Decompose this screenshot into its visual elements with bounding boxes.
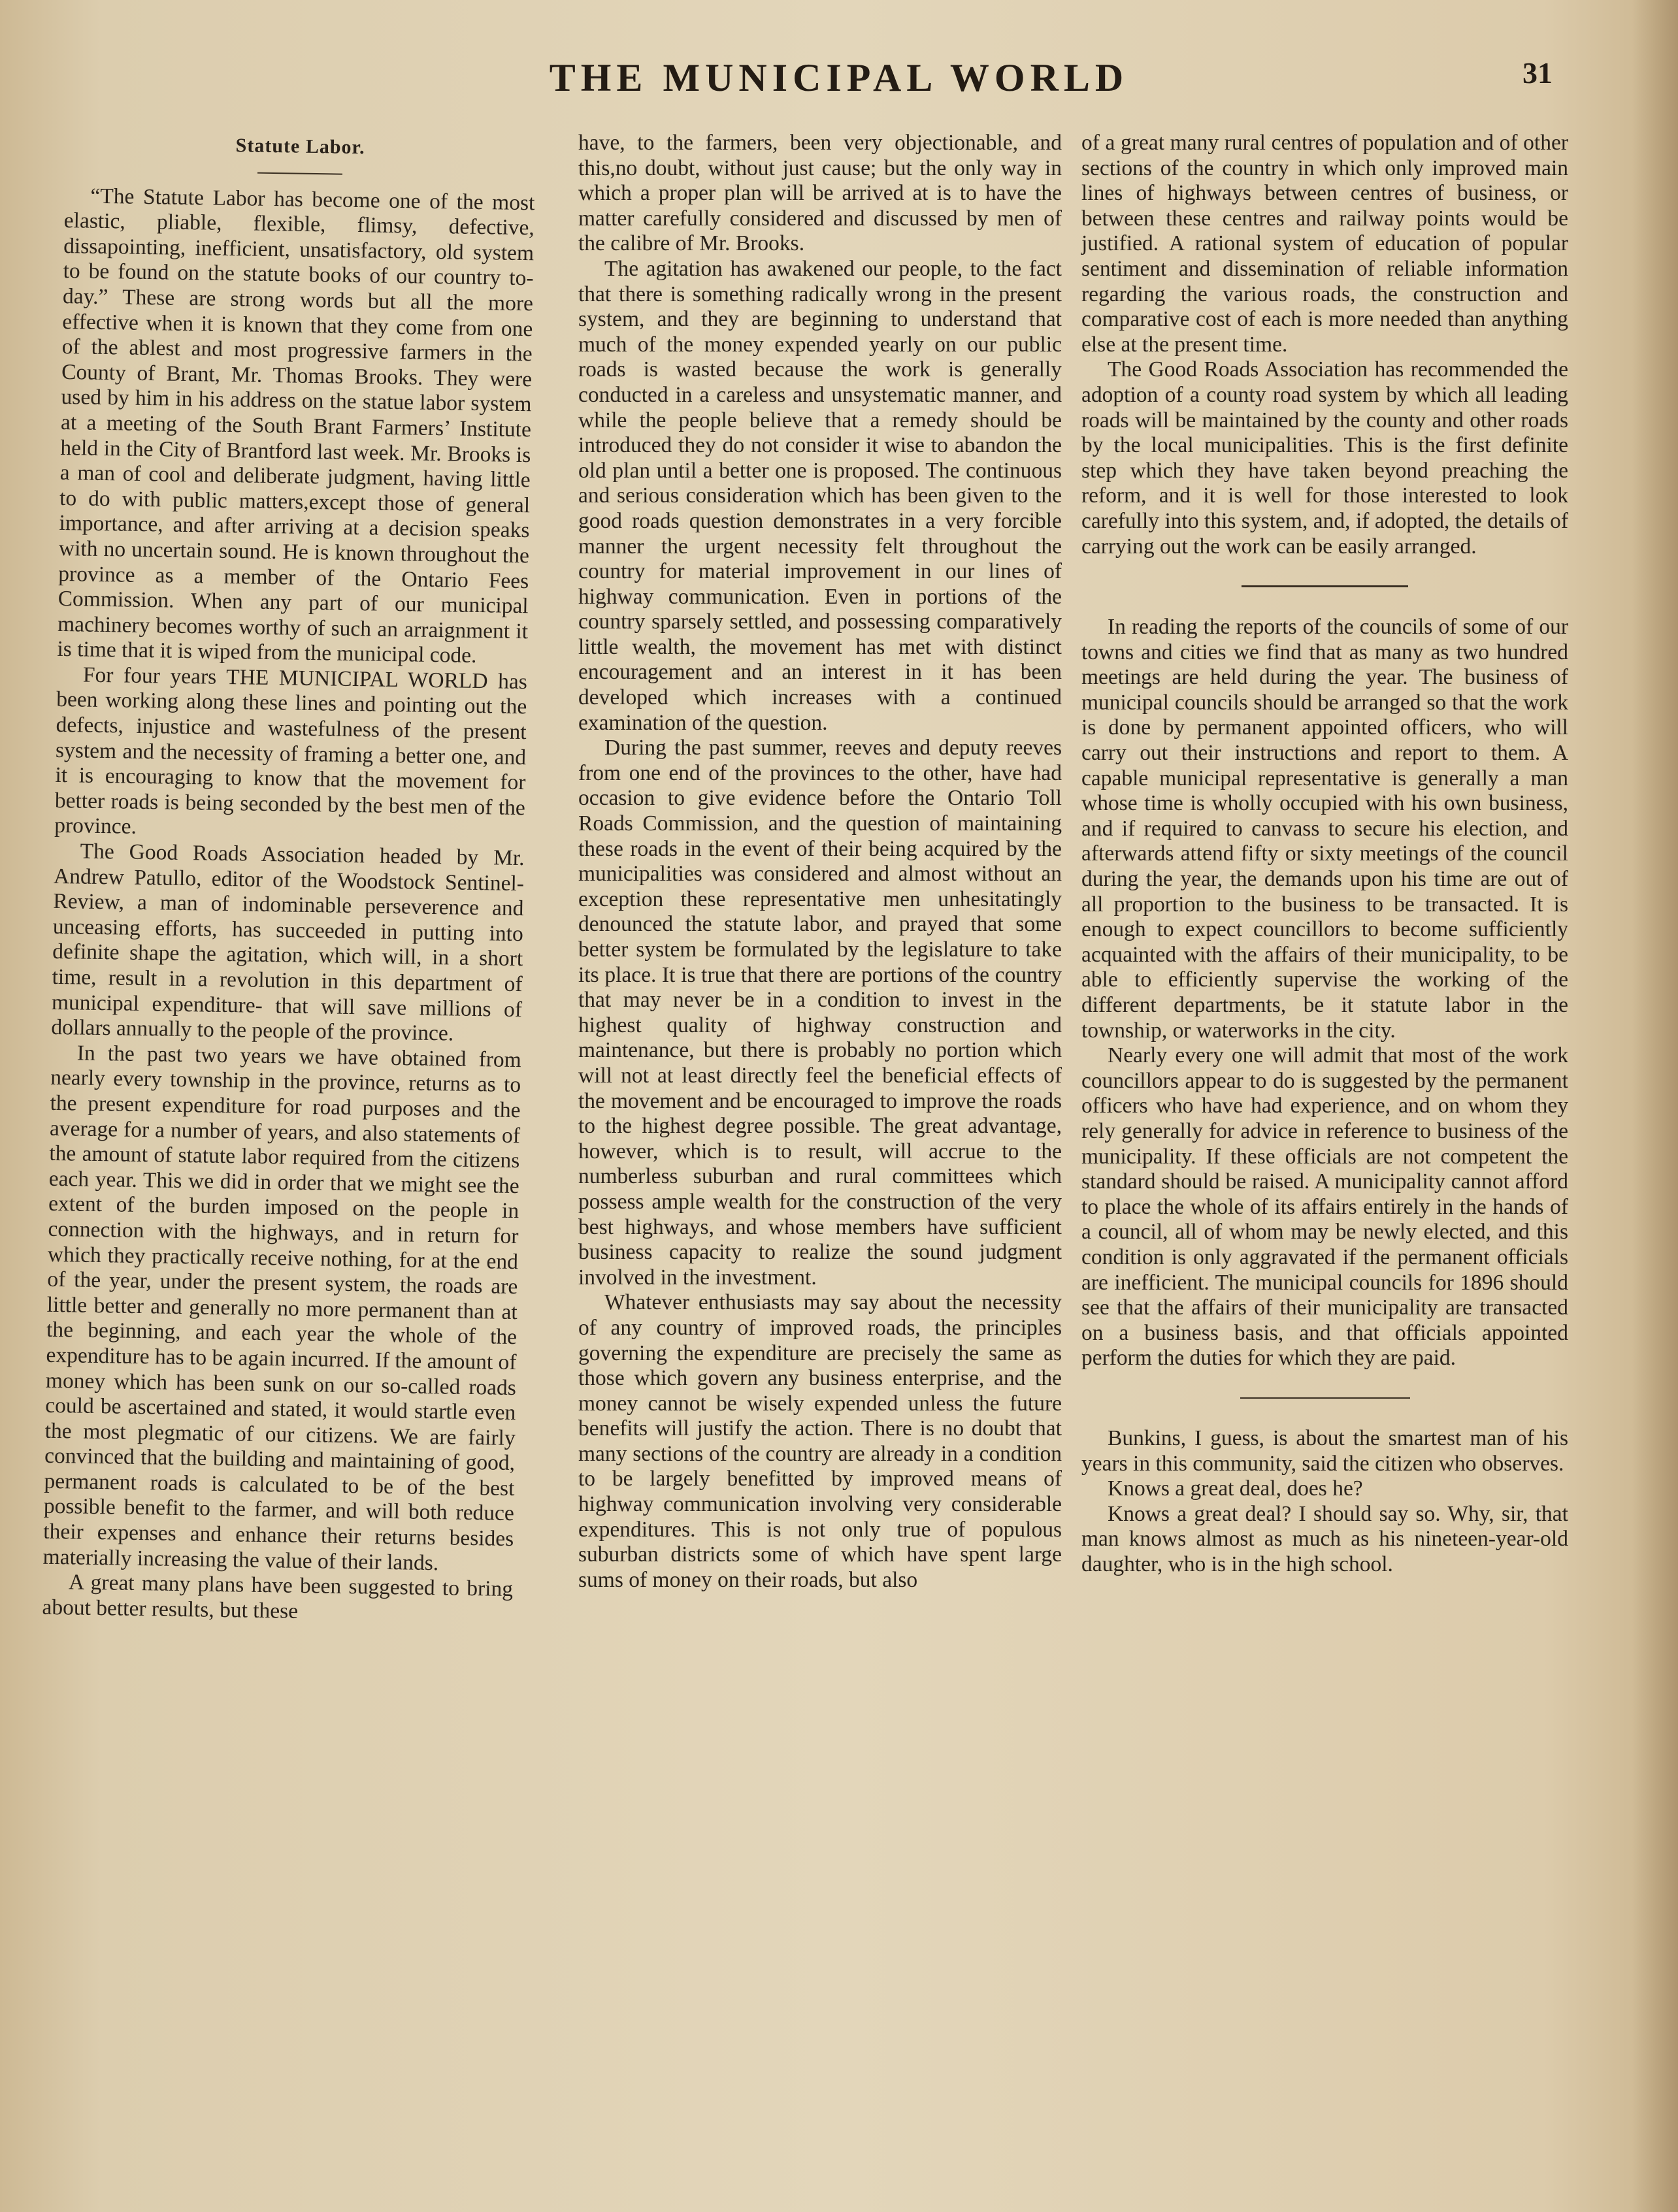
paragraph: Knows a great deal, does he? (1108, 1476, 1363, 1501)
paragraph: The agitation has awakened our people, to the fact that there is something radically wrong in the present system, and they are beginning to understand that much of the money expended yearly on our public roads is wasted because the work is generally conducted in a careless and unsystematic manner, and while the people believe that a remedy should be introduced they do not consider it wise to abandon the old plan until a better one is proposed. The continuous and serious consideration which has been given to the good roads question demonstrates in a very forcible manner the urgent necessity felt throughout the country for material improvement in our lines of highway communication. Even in portions of the country sparsely settled, and possessing comparatively little wealth, the movement has met with distinct encouragement and an interest in it has been developed which increases with a continued examination of the question. (578, 256, 1062, 735)
binding-shadow (1632, 0, 1678, 2212)
heading-rule (257, 172, 342, 174)
paragraph: A great many plans have been suggested to bring about better results, but these (42, 1570, 514, 1623)
page-header (0, 56, 1678, 108)
section-separator (1240, 1397, 1410, 1399)
paragraph: During the past summer, reeves and deputy reeves from one end of the provinces to the other, have had occasion to give evidence before the Ontario Toll Roads Commission, and the question of maintaining these roads in the event of their being acquired by the municipalities was considered and almost without an exception these representative men unhesitatingly denounced the statute labor, and prayed that some better system be formulated by the legislature to take its place. It is true that there are portions of the country that may never be in a condition to invest in the highest quality of highway construction and maintenance, but there is probably no portion which will not at least directly feel the beneficial effects of the movement and be encouraged to improve the roads to the highest degree possible. The great advantage, however, which is to result, will accrue to the numberless suburban and rural committees which possess ample wealth for the construction of the very best highways, and whose members have sufficient business capacity to realize the sound judgment involved in the investment. (578, 736, 1062, 1290)
paragraph: The Good Roads Association headed by Mr. Andrew Patullo, editor of the Woodstock Sentinel-Review, a man of indominable perseverence and unceasing efforts, has succeeded in putting into definite shape the agitation, which will, in a short time, result in a revolution in this department of municipal expenditure- that will save millions of dollars annually to the people of the province. (51, 839, 525, 1046)
column-3 (1081, 131, 1568, 1577)
paragraph: of a great many rural centres of population and of other sections of the country in which only improved main lines of highways between centres of business, or between these centres and railway points would be justified. A rational system of education of popular sentiment and dissemination of reliable information regarding the various roads, the construction and comparative cost of each is more needed than anything else at the present time. (1081, 131, 1568, 357)
section-separator (1242, 585, 1408, 587)
column-1 (42, 131, 536, 1627)
paragraph: In the past two years we have obtained from nearly every township in the province, returns as to the present expenditure for road purposes and the average for a number of years, and also statements of the amount of statute labor required from the citizens each year. This we did in order that we might see the extent of the burden imposed on the people in connection with the highways, and in return for which they practically receive nothing, for at the end of the year, under the present system, the roads are little better and generally no more permanent than at the beginning, and each year the whole of the expenditure has to be again incurred. If the amount of money which has been sunk on our so-called roads could be ascertained and stated, it would startle even the most plegmatic of our citizens. We are fairly convinced that the building and maintaining of good, permanent roads is calculated to be of the best possible benefit to the farmer, and will both reduce their expenses and enhance their returns besides materially increasing the value of their lands. (42, 1041, 522, 1575)
paragraph: The Good Roads Association has recommended the adoption of a county road system by which all leading roads will be maintained by the county and other roads by the local municipalities. This is the first definite step which they have taken beyond preaching the reform, and it is well for those interested to look carefully into this system, and, if adopted, the details of carrying out the work can be easily arranged. (1081, 357, 1568, 559)
running-title: THE MUNICIPAL WORLD (549, 56, 1129, 99)
paragraph: Knows a great deal? I should say so. Why, sir, that man knows almost as much as his nineteen-year-old daughter, who is in the high school. (1081, 1501, 1568, 1576)
paragraph: For four years THE MUNICIPAL WORLD has been working along these lines and pointing out the defects, injustice and wastefulness of the present system and the necessity of framing a better one, and it is encouraging to know that the movement for better roads is being seconded by the best men of the province. (54, 662, 528, 839)
paragraph: “The Statute Labor has become one of the most elastic, pliable, flexible, flimsy, defective, dissapointing, inefficient, unsatisfactory, old system to be found on the statute books of our country to-day.” These are strong words but all the more effective when it is known that they come from one of the ablest and most progressive farmers in the County of Brant, Mr. Thomas Brooks. They were used by him in his address on the statue labor system at a meeting of the South Brant Farmers’ Institute held in the City of Brantford last week. Mr. Brooks is a man of cool and deliberate judgment, having little to do with public matters,except those of general importance, and after arriving at a decision speaks with no uncertain sound. He is known throughout the province as a member of the Ontario Fees Commission. When any part of our municipal machinery becomes worthy of such an arraignment it is time that it is wiped from the municipal code. (57, 184, 535, 668)
column-2 (578, 131, 1062, 1593)
paragraph: Bunkins, I guess, is about the smartest man of his years in this community, said the citizen who observes. (1081, 1425, 1568, 1476)
article-heading: Statute Labor. (235, 135, 365, 159)
paragraph: Whatever enthusiasts may say about the necessity of any country of improved roads, the principles governing the expenditure are precisely the same as those which govern any business enterprise, and the money cannot be wisely expended unless the future benefits will justify the action. There is no doubt that many sections of the country are already in a condition to be largely benefitted by improved means of highway communication involving very considerable expenditures. This is not only true of populous suburban districts some of which have spent large sums of money on their roads, but also (578, 1290, 1062, 1592)
paragraph: In reading the reports of the councils of some of our towns and cities we find that as many as two hundred meetings are held during the year. The business of municipal councils should be arranged so that the work is done by permanent appointed officers, who will carry out their instructions and report to them. A capable municipal representative is generally a man whose time is wholly occupied with his own business, and if required to canvass to secure his election, and afterwards attend fifty or sixty meetings of the council during the year, the demands upon his time are out of all proportion to the business to be transacted. It is enough to expect councillors to become sufficiently acquainted with the affairs of their municipality, to be able to efficiently supervise the working of the different departments, be it statute labor in the township, or waterworks in the city. (1081, 615, 1568, 1043)
page-number: 31 (1522, 56, 1553, 89)
paragraph: Nearly every one will admit that most of the work councillors appear to do is suggested by the permanent officers who have had experience, and on whom they rely generally for advice in reference to business of the municipality. If these officials are not competent the standard should be raised. A municipality cannot afford to place the whole of its affairs entirely in the hands of a council, all of whom may be newly elected, and this condition is only aggravated if the permanent officials are inefficient. The municipal councils for 1896 should see that the affairs of their municipality are transacted on a business basis, and that officials appointed perform the duties for which they are paid. (1081, 1043, 1568, 1371)
paragraph: have, to the farmers, been very objectionable, and this,no doubt, without just cause; but the only way in which a proper plan will be arrived at is to have the matter carefully considered and discussed by men of the calibre of Mr. Brooks. (578, 131, 1062, 256)
